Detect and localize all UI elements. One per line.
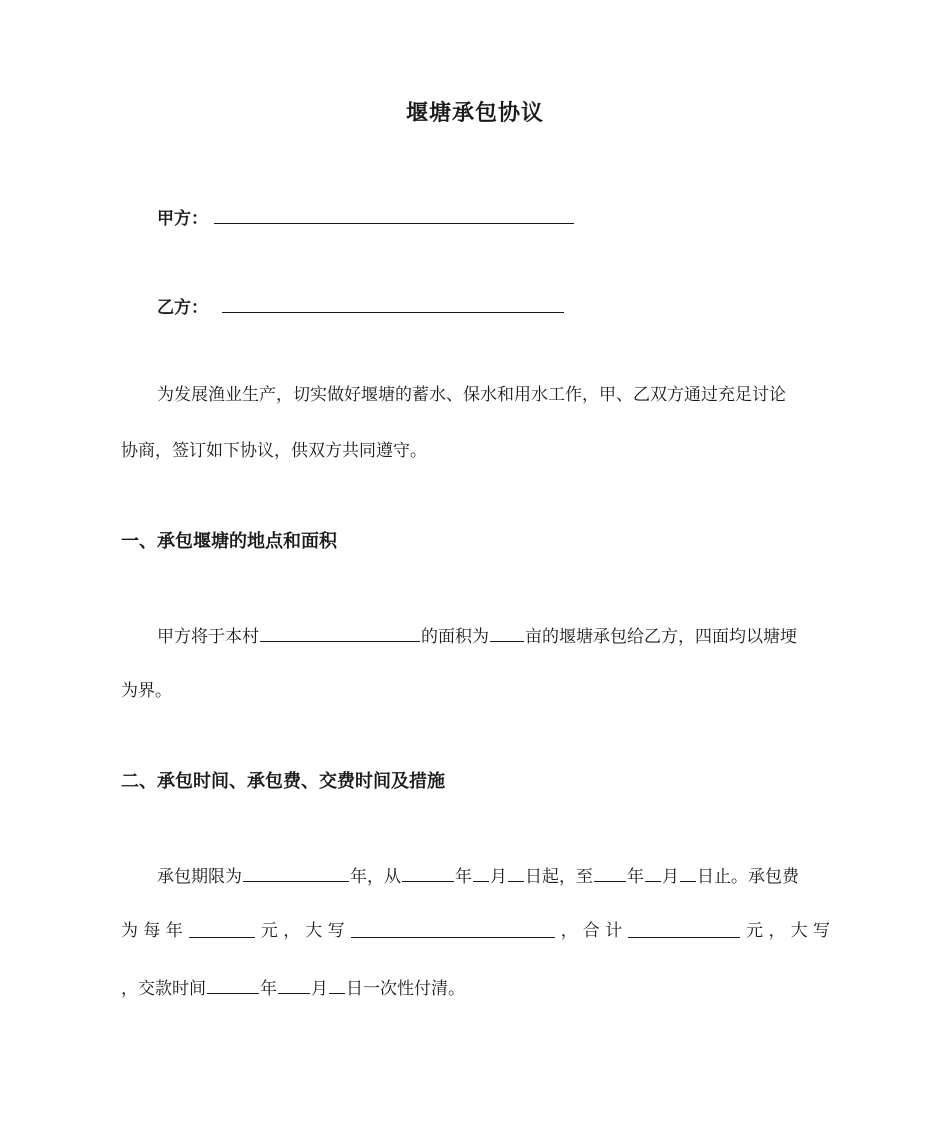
intro-line-1: 为发展渔业生产，切实做好堰塘的蓄水、保水和用水工作，甲、乙双方通过充足讨论 (157, 385, 786, 405)
payment-text-2: 年 (260, 979, 277, 999)
term-text-5: 日起，至 (525, 867, 593, 887)
start-month-blank[interactable] (473, 863, 489, 882)
term-years-blank[interactable] (243, 863, 349, 882)
term-text-3: 年 (455, 867, 472, 887)
location-blank[interactable] (260, 623, 420, 642)
fee-text-1: 为 每 年 (121, 921, 183, 941)
section-2-line-3 (121, 975, 465, 1001)
section-2-heading: 二、承包时间、承包费、交费时间及措施 (121, 771, 445, 792)
fee-text-2: 元 ， (260, 921, 301, 941)
section-2-line-1 (157, 863, 799, 889)
payment-text-1: ，交款时间 (121, 979, 206, 999)
term-text-2: 年，从 (350, 867, 401, 887)
party-a-label: 甲方： (157, 209, 208, 229)
section-1-paragraph-line-1 (157, 623, 797, 649)
payment-year-blank[interactable] (207, 975, 259, 994)
total-fee-blank[interactable] (628, 919, 740, 938)
party-b-line (157, 294, 565, 320)
section-2-line-2 (121, 919, 830, 943)
party-a-blank[interactable] (214, 205, 574, 224)
document-title: 堰塘承包协议 (405, 101, 544, 126)
fee-text-6: 元 ， (746, 921, 786, 941)
term-text-4: 月 (490, 867, 507, 887)
section-1-text-c: 亩的堰塘承包给乙方，四面均以塘埂 (525, 627, 797, 647)
term-text-1: 承包期限为 (157, 867, 242, 887)
fee-text-4: ， (560, 921, 578, 941)
payment-text-4: 日一次性付清。 (346, 979, 465, 999)
term-text-6: 年 (627, 867, 644, 887)
section-1-heading: 一、承包堰塘的地点和面积 (121, 531, 337, 552)
term-text-8: 日止。承包费 (697, 867, 799, 887)
end-month-blank[interactable] (645, 863, 661, 882)
fee-text-7: 大 写 (790, 921, 830, 941)
party-a-line (157, 205, 575, 231)
section-1-text-b: 的面积为 (421, 627, 489, 647)
section-1-paragraph-line-2: 为界。 (121, 681, 172, 701)
annual-fee-blank[interactable] (189, 919, 255, 938)
party-b-label: 乙方： (157, 298, 208, 318)
payment-text-3: 月 (311, 979, 328, 999)
start-day-blank[interactable] (508, 863, 524, 882)
end-year-blank[interactable] (594, 863, 626, 882)
annual-fee-uppercase-blank[interactable] (351, 919, 555, 938)
term-text-7: 月 (662, 867, 679, 887)
start-year-blank[interactable] (402, 863, 454, 882)
area-blank[interactable] (490, 623, 524, 642)
payment-month-blank[interactable] (278, 975, 310, 994)
section-1-text-a: 甲方将于本村 (157, 627, 259, 647)
intro-line-2: 协商，签订如下协议，供双方共同遵守。 (121, 441, 427, 461)
fee-text-3: 大 写 (305, 921, 345, 941)
payment-day-blank[interactable] (329, 975, 345, 994)
end-day-blank[interactable] (680, 863, 696, 882)
fee-text-5: 合 计 (582, 921, 623, 941)
party-b-blank[interactable] (222, 294, 564, 313)
